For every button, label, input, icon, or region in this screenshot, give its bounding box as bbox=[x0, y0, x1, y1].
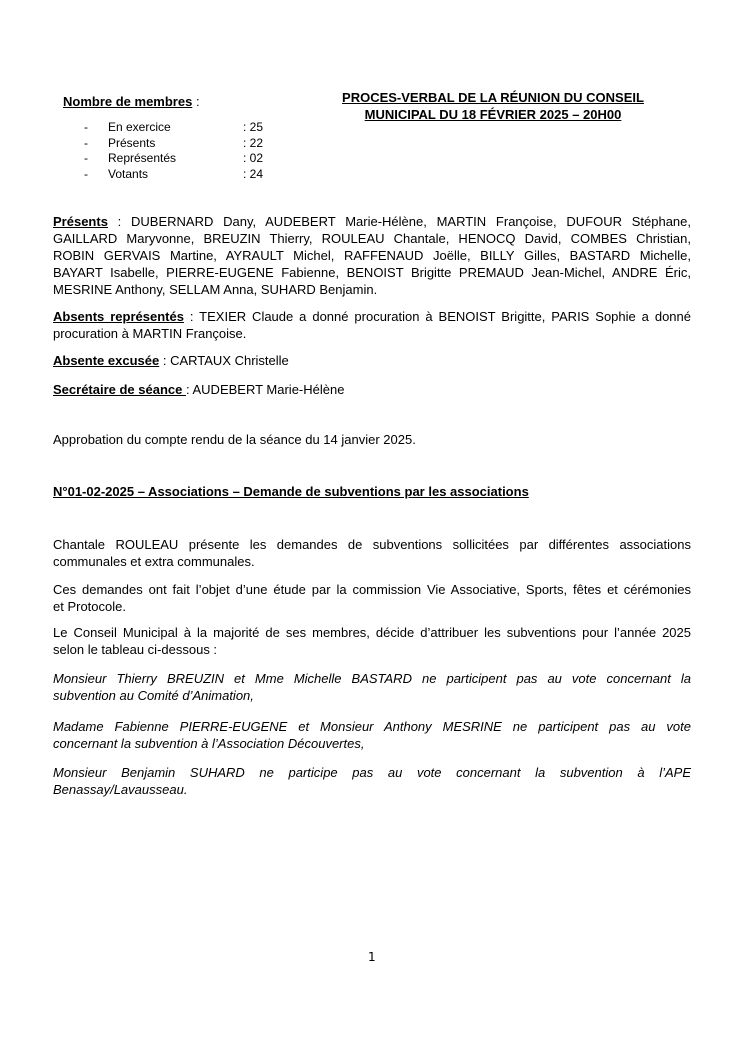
italic-paragraph-1 bbox=[53, 670, 691, 704]
members-label: Représentés bbox=[108, 151, 177, 166]
members-value: : 22 bbox=[243, 135, 264, 150]
members-row-votants bbox=[84, 167, 263, 183]
presents-paragraph bbox=[53, 213, 691, 298]
absents-representes-paragraph bbox=[53, 308, 691, 342]
presents-label: Présents bbox=[53, 214, 108, 229]
members-value: : 02 bbox=[243, 151, 264, 166]
presents-line-1 bbox=[53, 213, 691, 230]
members-row-representes bbox=[84, 151, 263, 167]
body-p3-line-1: Le Conseil Municipal à la majorité de ses membres, décide d’attribuer les subventions pour l’année 2025 bbox=[53, 625, 691, 640]
members-row-en-exercice bbox=[84, 120, 263, 136]
body-paragraph-1 bbox=[53, 536, 691, 570]
document-title-line-1: PROCES-VERBAL DE LA RÉUNION DU CONSEIL bbox=[342, 90, 644, 105]
list-dash: - bbox=[84, 166, 88, 181]
absente-excusee-text: : CARTAUX Christelle bbox=[159, 353, 289, 368]
body-p1-line-2: communales et extra communales. bbox=[53, 554, 255, 569]
presents-line-2: GAILLARD Maryvonne, BREUZIN Thierry, ROULEAU Chantale, HENOCQ David, COMBES Christian, bbox=[53, 231, 691, 246]
presents-line-4: BAYART Isabelle, PIERRE-EUGENE Fabienne, BENOIST Brigitte PREMAUD Jean-Michel, ANDRE Éric, bbox=[53, 265, 691, 280]
secretaire-text: : AUDEBERT Marie-Hélène bbox=[185, 382, 345, 397]
body-paragraph-2 bbox=[53, 581, 691, 615]
absents-line-2: procuration à MARTIN Françoise. bbox=[53, 326, 247, 341]
members-label: En exercice bbox=[108, 120, 171, 134]
italic-p1-line-2: subvention au Comité d’Animation, bbox=[53, 688, 254, 703]
members-label: Présents bbox=[108, 135, 156, 150]
italic-paragraph-3 bbox=[53, 764, 691, 798]
members-heading-suffix: : bbox=[192, 94, 200, 109]
members-label: Votants bbox=[108, 166, 149, 181]
members-value: : 25 bbox=[243, 120, 264, 134]
italic-paragraph-2 bbox=[53, 718, 691, 752]
secretaire-label: Secrétaire de séance bbox=[53, 382, 186, 397]
italic-p1-line-1: Monsieur Thierry BREUZIN et Mme Michelle BASTARD ne participent pas au vote concernant la bbox=[53, 671, 691, 686]
list-dash: - bbox=[84, 120, 88, 134]
list-dash: - bbox=[84, 135, 88, 150]
members-heading-label: Nombre de membres bbox=[63, 94, 193, 109]
body-paragraph-3 bbox=[53, 624, 691, 658]
members-list bbox=[84, 120, 263, 182]
italic-p2-line-1: Madame Fabienne PIERRE-EUGENE et Monsieur Anthony MESRINE ne participent pas au vote bbox=[53, 719, 691, 734]
italic-p3-line-2: Benassay/Lavausseau. bbox=[53, 782, 188, 797]
members-value: : 24 bbox=[243, 166, 264, 181]
presents-text-1: : DUBERNARD Dany, AUDEBERT Marie-Hélène, MARTIN Françoise, DUFOUR Stéphane, bbox=[107, 214, 691, 229]
secretaire-paragraph bbox=[53, 381, 691, 398]
members-heading bbox=[63, 94, 200, 109]
italic-p2-line-2: concernant la subvention à l’Association Découvertes, bbox=[53, 736, 365, 751]
italic-p3-line-1: Monsieur Benjamin SUHARD ne participe pas au vote concernant la subvention à l’APE bbox=[53, 765, 691, 780]
absente-excusee-paragraph bbox=[53, 352, 691, 369]
list-dash: - bbox=[84, 151, 88, 166]
document-title-line-2: MUNICIPAL DU 18 FÉVRIER 2025 – 20H00 bbox=[364, 107, 622, 122]
presents-line-3: ROBIN GERVAIS Martine, AYRAULT Michel, RAFFENAUD Joëlle, BILLY Gilles, BASTARD Michelle, bbox=[53, 248, 691, 263]
body-p1-line-1: Chantale ROULEAU présente les demandes de subventions sollicitées par différentes associations bbox=[53, 537, 691, 552]
absents-representes-label: Absents représentés bbox=[53, 309, 184, 324]
presents-line-5: MESRINE Anthony, SELLAM Anna, SUHARD Benjamin. bbox=[53, 282, 378, 297]
absents-line-1 bbox=[53, 308, 691, 325]
body-p2-line-2: et Protocole. bbox=[53, 599, 126, 614]
body-p3-line-2: selon le tableau ci-dessous : bbox=[53, 642, 218, 657]
body-p2-line-1: Ces demandes ont fait l’objet d’une étude par la commission Vie Associative, Sports, fêtes et cérémonies bbox=[53, 582, 691, 597]
absents-text-1: : TEXIER Claude a donné procuration à BENOIST Brigitte, PARIS Sophie a donné bbox=[183, 309, 691, 324]
deliberation-title: N°01-02-2025 – Associations – Demande de subventions par les associations bbox=[53, 484, 529, 499]
document-title bbox=[318, 89, 668, 123]
members-row-presents bbox=[84, 136, 263, 152]
absente-excusee-label: Absente excusée bbox=[53, 353, 160, 368]
page-number: 1 bbox=[368, 950, 376, 964]
approbation-paragraph: Approbation du compte rendu de la séance du 14 janvier 2025. bbox=[53, 432, 416, 447]
